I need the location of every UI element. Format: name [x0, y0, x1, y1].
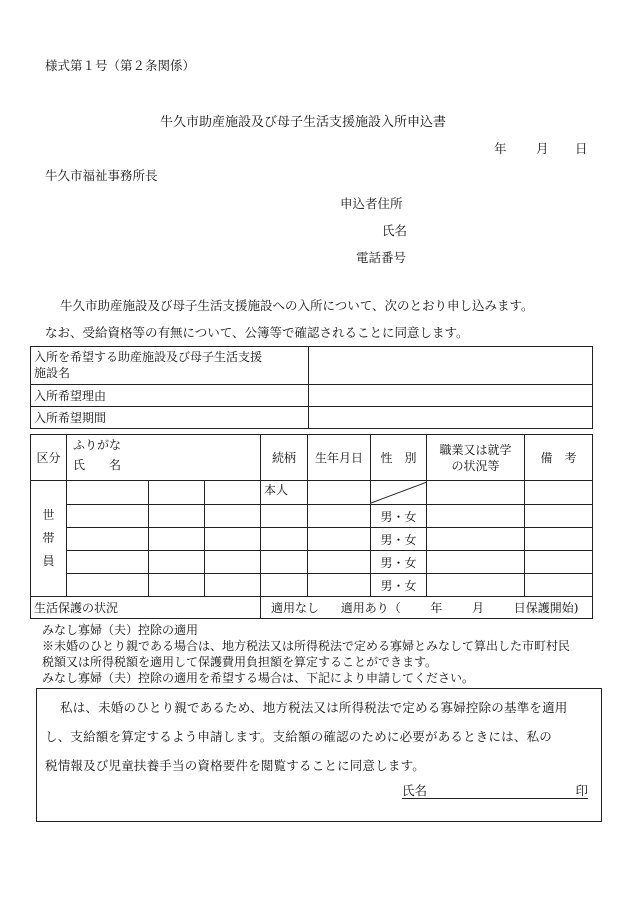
member-4-remarks[interactable] [525, 551, 593, 574]
date-month-label: 月 [536, 141, 549, 156]
intro-line-2: なお、受給資格等の有無について、公簿等で確認されることに同意します。 [45, 325, 469, 340]
welfare-status[interactable] [261, 597, 593, 619]
member-2-name-b[interactable] [149, 505, 205, 528]
applicant-phone-label: 電話番号 [356, 250, 407, 265]
member-label [31, 481, 67, 597]
member-2-birthdate[interactable] [308, 505, 371, 528]
kubun-header: 区分 [31, 435, 67, 481]
member-5-birthdate[interactable] [308, 574, 371, 597]
facility-name-field[interactable] [309, 347, 593, 385]
welfare-label: 生活保護の状況 [31, 597, 261, 619]
member-3-occupation[interactable] [427, 528, 525, 551]
diagonal-slash-icon [371, 481, 427, 504]
member-1-gender-na [371, 481, 427, 505]
member-2-gender[interactable]: 男・女 [371, 505, 427, 528]
member-2-name-c[interactable] [205, 505, 261, 528]
page-title: 牛久市助産施設及び母子生活支援施設入所申込書 [160, 115, 447, 130]
applicant-name-label: 氏名 [382, 223, 408, 238]
seal-label: 印 [575, 783, 588, 798]
member-3-gender[interactable]: 男・女 [371, 528, 427, 551]
member-5-name-a[interactable] [67, 574, 149, 597]
member-4-name-c[interactable] [205, 551, 261, 574]
consent-signature-line[interactable] [402, 781, 588, 799]
household-table [30, 434, 593, 619]
period-label: 入所希望期間 [31, 407, 309, 429]
self-relation: 本人 [261, 481, 308, 505]
form-number: 様式第１号（第２条関係） [45, 58, 196, 73]
relation-header: 続柄 [261, 435, 308, 481]
member-3-name-c[interactable] [205, 528, 261, 551]
facility-name-label-line-1: 入所を希望する助産施設及び母子生活支援 [34, 350, 263, 364]
deduction-heading: みなし寡婦（夫）控除の適用 [42, 623, 199, 637]
consent-line-1: 私は、未婚のひとり親であるため、地方税法又は所得税法で定める寡婦控除の基準を適用 [60, 700, 568, 715]
member-4-name-a[interactable] [67, 551, 149, 574]
member-4-birthdate[interactable] [308, 551, 371, 574]
reason-label: 入所希望理由 [31, 385, 309, 407]
member-2-occupation[interactable] [427, 505, 525, 528]
period-field[interactable] [309, 407, 593, 429]
addressee: 牛久市福祉事務所長 [45, 168, 158, 183]
consent-name-label: 氏名 [402, 783, 428, 798]
member-2-remarks[interactable] [525, 505, 593, 528]
member-4-gender[interactable]: 男・女 [371, 551, 427, 574]
member-5-remarks[interactable] [525, 574, 593, 597]
member-3-relation[interactable] [261, 528, 308, 551]
member-1-name-c[interactable] [205, 481, 261, 505]
member-5-name-b[interactable] [149, 574, 205, 597]
furigana-header: ふりがな [73, 438, 122, 452]
member-3-birthdate[interactable] [308, 528, 371, 551]
member-1-occupation[interactable] [427, 481, 525, 505]
member-4-relation[interactable] [261, 551, 308, 574]
shimei-header: 氏 名 [73, 458, 122, 472]
member-5-relation[interactable] [261, 574, 308, 597]
facility-name-label [31, 347, 309, 385]
occupation-header-line-2: の状況等 [451, 458, 500, 473]
remarks-header: 備 考 [525, 435, 593, 481]
facility-name-label-line-2: 施設名 [34, 366, 71, 380]
member-label-char-2: 帯 [42, 531, 55, 545]
member-4-name-b[interactable] [149, 551, 205, 574]
occupation-header-line-1: 職業又は就学 [439, 442, 512, 457]
gender-header: 性 別 [371, 435, 427, 481]
member-5-occupation[interactable] [427, 574, 525, 597]
deduction-note-3: みなし寡婦（夫）控除の適用を希望する場合は、下記により申請してください。 [42, 671, 475, 685]
member-3-remarks[interactable] [525, 528, 593, 551]
member-label-char-3: 員 [42, 554, 55, 568]
reason-field[interactable] [309, 385, 593, 407]
member-1-birthdate[interactable] [308, 481, 371, 505]
consent-line-2: し、支給額を算定するよう申請します。支給額の確認のために必要があるときには、私の [45, 729, 553, 744]
member-label-char-1: 世 [42, 508, 55, 522]
member-4-occupation[interactable] [427, 551, 525, 574]
member-2-relation[interactable] [261, 505, 308, 528]
occupation-header [427, 435, 525, 481]
applicant-address-label: 申込者住所 [340, 196, 403, 211]
consent-line-3: 税情報及び児童扶養手当の資格要件を閲覧することに同意します。 [45, 758, 426, 773]
welfare-month: 月 [472, 601, 485, 615]
deduction-note-1: ※未婚のひとり親である場合は、地方税法又は所得税法で定める寡婦とみなして算出した市町村民 [42, 639, 571, 653]
member-3-name-a[interactable] [67, 528, 149, 551]
date-year-label: 年 [494, 141, 507, 156]
member-1-name-a[interactable] [67, 481, 149, 505]
intro-line-1: 牛久市助産施設及び母子生活支援施設への入所について、次のとおり申し込みます。 [60, 298, 534, 313]
member-5-gender[interactable]: 男・女 [371, 574, 427, 597]
member-3-name-b[interactable] [149, 528, 205, 551]
welfare-year: 年 [430, 601, 443, 615]
facility-table [30, 346, 593, 429]
name-header [67, 435, 261, 481]
welfare-day-start: 日保護開始) [513, 601, 579, 615]
birthdate-header: 生年月日 [308, 435, 371, 481]
welfare-applied[interactable]: 適用あり（ [340, 601, 401, 615]
date-day-label: 日 [575, 141, 588, 156]
member-1-remarks[interactable] [525, 481, 593, 505]
deduction-note-2: 税額又は所得税額を適用して保護費用負担額を算定することができます。 [42, 655, 438, 669]
member-2-name-a[interactable] [67, 505, 149, 528]
member-5-name-c[interactable] [205, 574, 261, 597]
welfare-not-applied[interactable]: 適用なし [271, 601, 320, 615]
member-1-name-b[interactable] [149, 481, 205, 505]
